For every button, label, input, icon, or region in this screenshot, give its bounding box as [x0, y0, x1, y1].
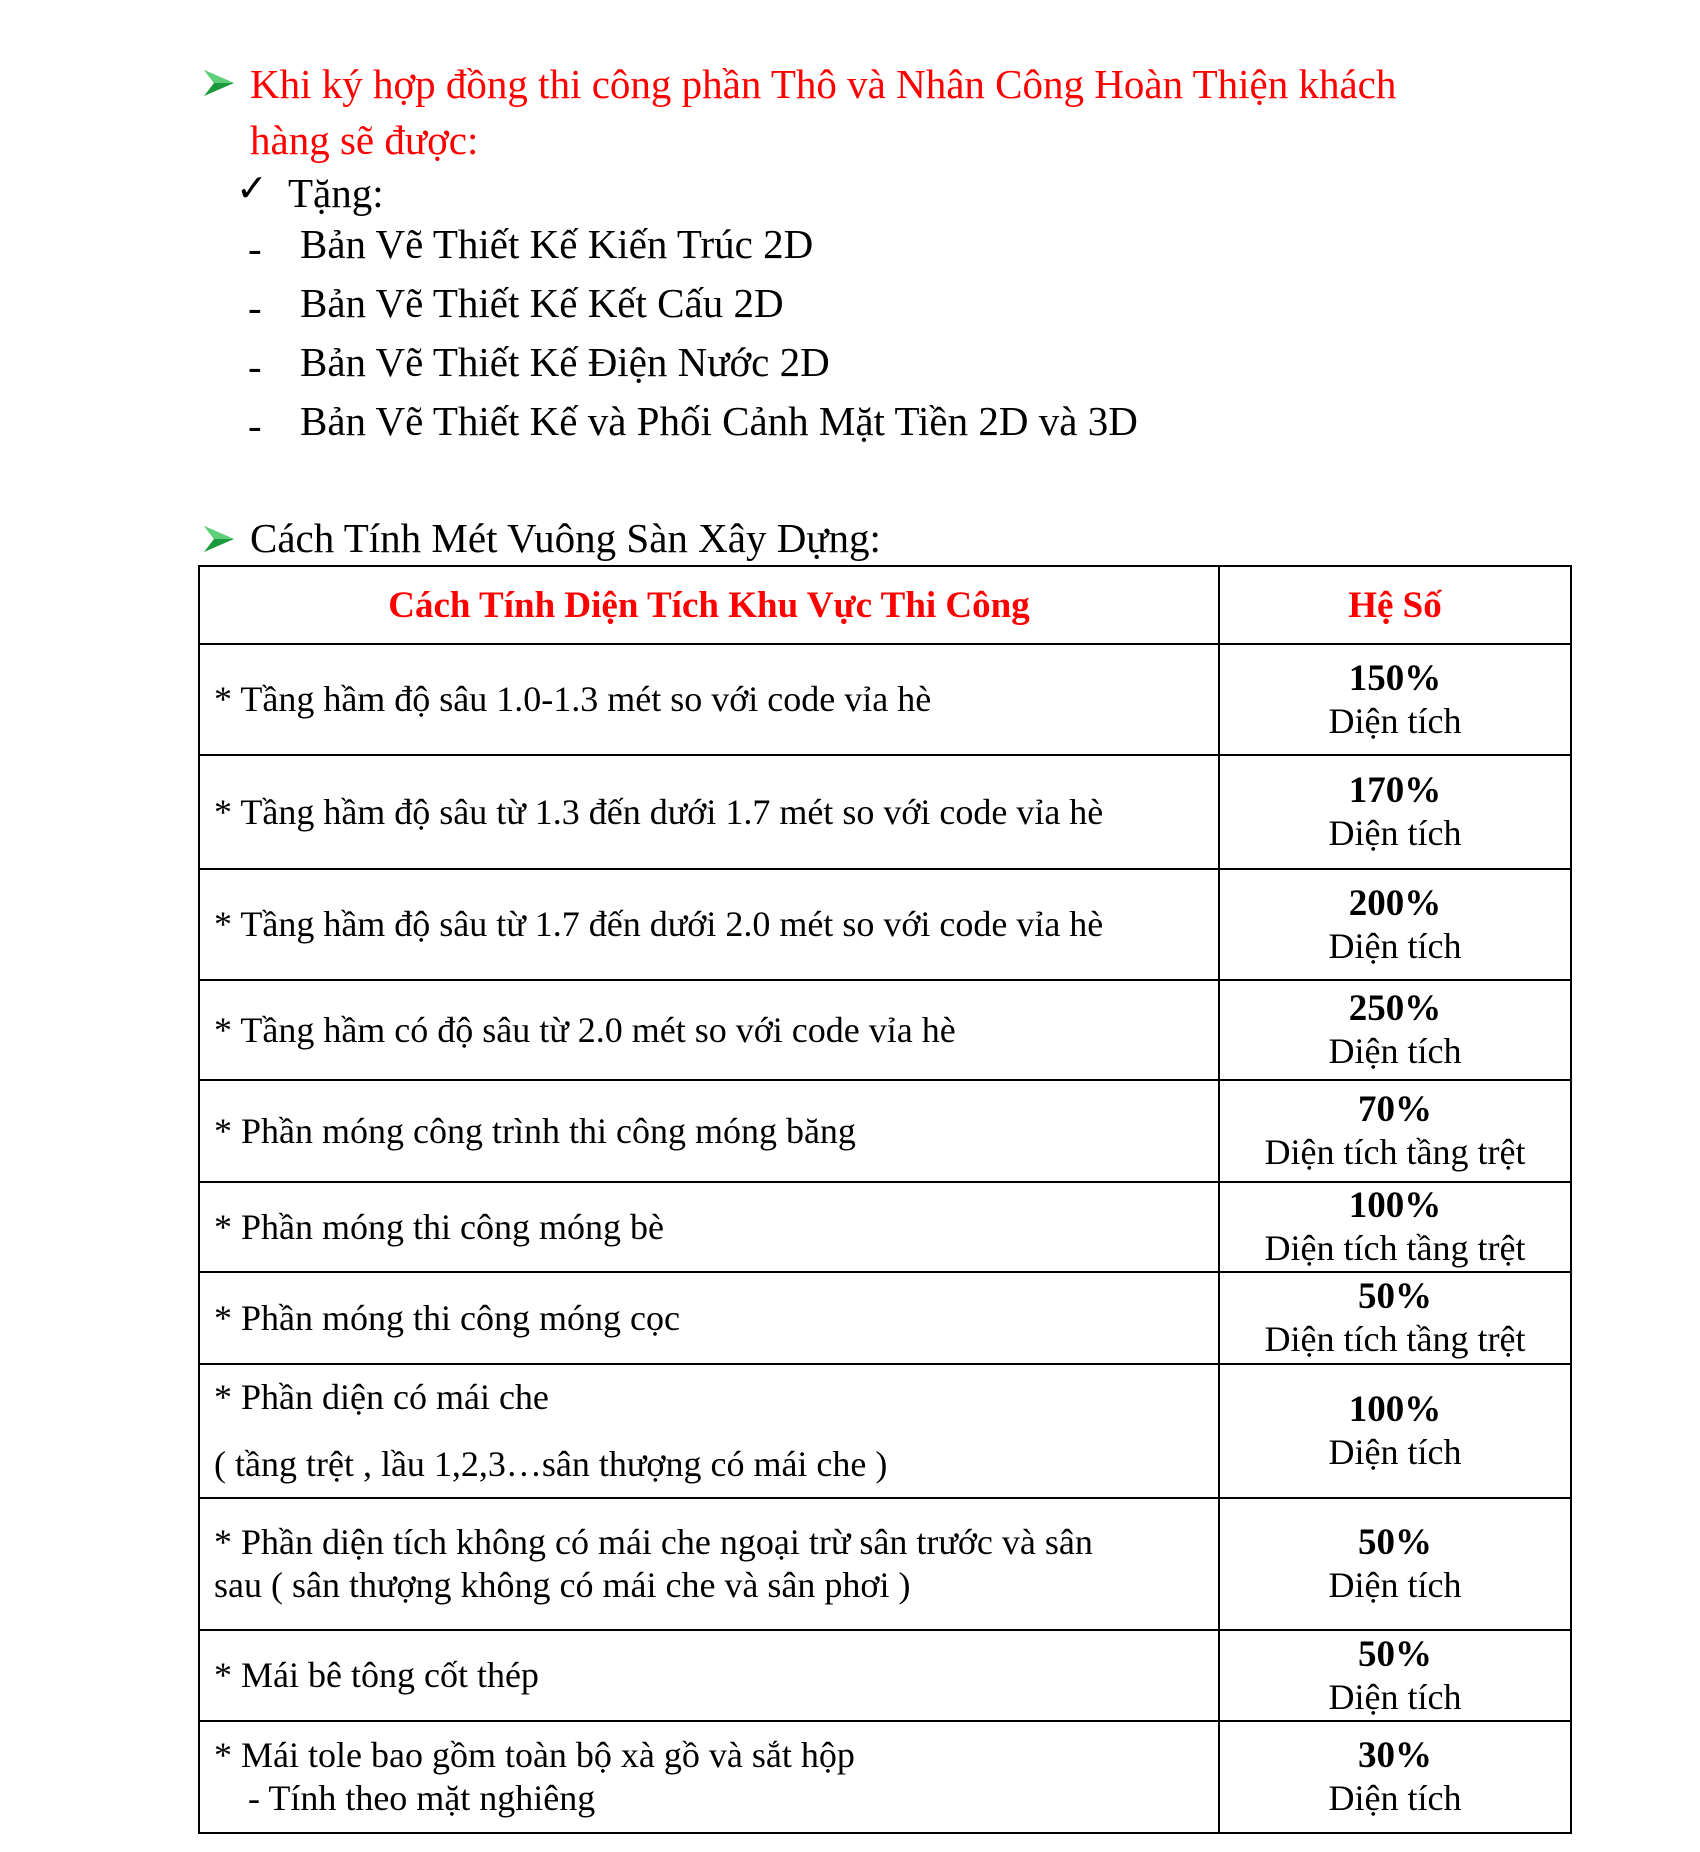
row-description-line: * Phần diện tích không có mái che ngoại trừ sân trước và sân — [214, 1522, 1093, 1562]
coefficient-unit: Diện tích — [1328, 1031, 1462, 1071]
row-description: * Tầng hầm có độ sâu từ 2.0 mét so với code vỉa hè — [199, 980, 1219, 1080]
coefficient-value: 200% — [1348, 882, 1442, 924]
column-header-coefficient: Hệ Số — [1219, 566, 1571, 644]
column-header-description: Cách Tính Diện Tích Khu Vực Thi Công — [199, 566, 1219, 644]
coefficient-value: 50% — [1358, 1522, 1432, 1563]
row-description: * Phần móng thi công móng bè — [199, 1182, 1219, 1272]
coefficient-value: 70% — [1358, 1089, 1432, 1130]
coefficient-unit: Diện tích — [1328, 925, 1462, 966]
row-description: * Tầng hầm độ sâu từ 1.3 đến dưới 1.7 mét so với code vỉa hè — [199, 755, 1219, 869]
row-description: * Phần móng thi công móng cọc — [199, 1272, 1219, 1364]
coefficient-unit: Diện tích — [1328, 1778, 1462, 1818]
row-description-line: * Mái tole bao gồm toàn bộ xà gồ và sắt hộp — [214, 1735, 855, 1775]
row-coefficient — [1219, 1364, 1571, 1498]
construction-area-table — [198, 565, 1572, 1834]
table-row — [199, 1182, 1571, 1272]
dash-marker: - — [248, 284, 262, 330]
row-coefficient — [1219, 1721, 1571, 1833]
row-description-line: ( tầng trệt , lầu 1,2,3…sân thượng có mái che ) — [214, 1444, 888, 1484]
row-coefficient — [1219, 1498, 1571, 1630]
row-description: * Tầng hầm độ sâu 1.0-1.3 mét so với code vỉa hè — [199, 644, 1219, 755]
section-heading: Cách Tính Mét Vuông Sàn Xây Dựng: — [250, 515, 881, 561]
coefficient-unit: Diện tích tầng trệt — [1264, 1319, 1526, 1359]
dash-marker: - — [248, 343, 262, 389]
coefficient-unit: Diện tích — [1328, 813, 1462, 853]
coefficient-value: 250% — [1348, 988, 1442, 1029]
coefficient-unit: Diện tích — [1328, 1676, 1462, 1717]
table-row — [199, 1080, 1571, 1182]
table-row — [199, 755, 1571, 869]
coefficient-value: 30% — [1358, 1735, 1432, 1776]
row-description-line: sau ( sân thượng không có mái che và sân phơi ) — [214, 1565, 911, 1605]
row-description-line: - Tính theo mặt nghiêng — [248, 1778, 596, 1818]
coefficient-value: 50% — [1358, 1276, 1432, 1317]
row-description: * Tầng hầm độ sâu từ 1.7 đến dưới 2.0 mét so với code vỉa hè — [199, 869, 1219, 980]
table-row — [199, 1272, 1571, 1364]
intro-line-2: hàng sẽ được: — [250, 117, 479, 163]
table-row — [199, 1721, 1571, 1833]
row-description: * Phần móng công trình thi công móng băng — [199, 1080, 1219, 1182]
coefficient-value: 100% — [1348, 1185, 1442, 1226]
coefficient-unit: Diện tích — [1328, 1565, 1462, 1605]
gift-item: Bản Vẽ Thiết Kế Kiến Trúc 2D — [300, 221, 814, 267]
row-description — [199, 1364, 1219, 1498]
arrow-bullet-icon — [202, 522, 236, 556]
table-row — [199, 1630, 1571, 1721]
row-coefficient — [1219, 869, 1571, 980]
row-description — [199, 1498, 1219, 1630]
gift-label: Tặng: — [288, 170, 384, 216]
row-coefficient — [1219, 644, 1571, 755]
row-coefficient — [1219, 1630, 1571, 1721]
row-coefficient — [1219, 980, 1571, 1080]
coefficient-value: 50% — [1358, 1633, 1432, 1675]
gift-item: Bản Vẽ Thiết Kế Điện Nước 2D — [300, 339, 830, 385]
row-description: * Mái bê tông cốt thép — [199, 1630, 1219, 1721]
coefficient-unit: Diện tích — [1328, 700, 1462, 741]
coefficient-unit: Diện tích — [1328, 1432, 1462, 1472]
checkmark-icon: ✓ — [236, 168, 268, 210]
table-row — [199, 980, 1571, 1080]
row-coefficient — [1219, 1272, 1571, 1364]
table-row — [199, 644, 1571, 755]
intro-line-1: Khi ký hợp đồng thi công phần Thô và Nhân Công Hoàn Thiện khách — [250, 61, 1397, 107]
row-description-line: * Phần diện có mái che — [214, 1377, 549, 1417]
gift-item: Bản Vẽ Thiết Kế Kết Cấu 2D — [300, 280, 784, 326]
coefficient-value: 150% — [1348, 657, 1442, 699]
row-coefficient — [1219, 755, 1571, 869]
coefficient-value: 170% — [1348, 770, 1442, 811]
arrow-bullet-icon — [202, 66, 236, 100]
gift-item: Bản Vẽ Thiết Kế và Phối Cảnh Mặt Tiền 2D và 3D — [300, 398, 1138, 444]
coefficient-value: 100% — [1348, 1389, 1442, 1430]
row-coefficient — [1219, 1182, 1571, 1272]
table-header-row — [199, 566, 1571, 644]
dash-marker: - — [248, 225, 262, 271]
coefficient-unit: Diện tích tầng trệt — [1264, 1228, 1526, 1268]
table-row — [199, 1364, 1571, 1498]
row-coefficient — [1219, 1080, 1571, 1182]
dash-marker: - — [248, 402, 262, 448]
coefficient-unit: Diện tích tầng trệt — [1264, 1132, 1526, 1172]
table-row — [199, 1498, 1571, 1630]
row-description — [199, 1721, 1219, 1833]
table-row — [199, 869, 1571, 980]
